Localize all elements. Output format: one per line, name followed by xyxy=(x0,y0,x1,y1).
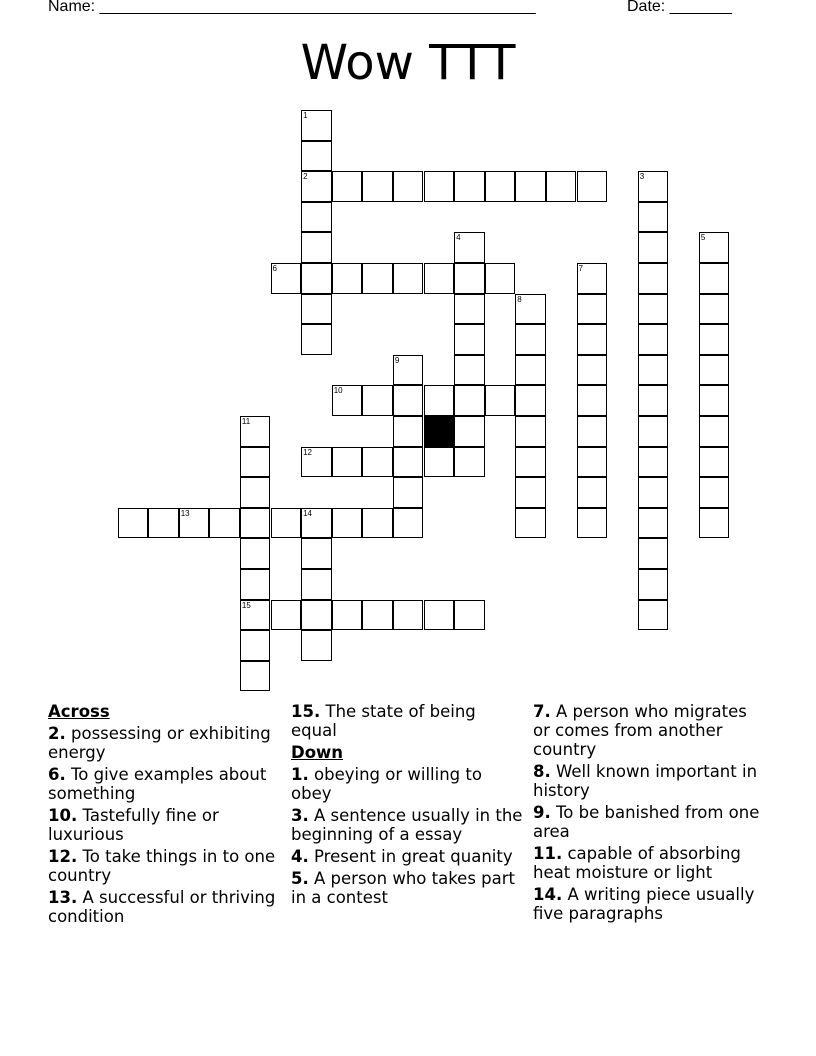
grid-cell[interactable] xyxy=(454,232,485,263)
down-clue-8: 8. Well known important in history xyxy=(533,762,758,800)
grid-cell[interactable] xyxy=(301,263,332,294)
grid-cell[interactable] xyxy=(362,385,393,416)
grid-cell[interactable] xyxy=(577,324,608,355)
grid-cell[interactable] xyxy=(301,141,332,172)
grid-cell[interactable] xyxy=(515,508,546,539)
clues-column-3 xyxy=(533,702,765,926)
grid-cell[interactable] xyxy=(699,508,730,539)
grid-cell[interactable] xyxy=(240,508,271,539)
grid-cell[interactable] xyxy=(638,538,669,569)
grid-cell[interactable] xyxy=(454,324,485,355)
grid-cell[interactable] xyxy=(638,324,669,355)
grid-cell[interactable] xyxy=(546,171,577,202)
grid-cell[interactable] xyxy=(362,263,393,294)
grid-cell[interactable] xyxy=(577,385,608,416)
grid-cell[interactable] xyxy=(638,202,669,233)
grid-cell[interactable] xyxy=(301,202,332,233)
grid-cell[interactable] xyxy=(301,630,332,661)
grid-cell[interactable] xyxy=(638,232,669,263)
across-heading: Across xyxy=(48,702,110,721)
grid-cell[interactable] xyxy=(699,355,730,386)
grid-cell[interactable] xyxy=(393,171,424,202)
grid-cell[interactable] xyxy=(393,355,424,386)
clue-number: 3 xyxy=(639,172,645,182)
clue-number: 11 xyxy=(241,417,251,426)
grid-cell[interactable] xyxy=(301,508,332,539)
grid-cell[interactable] xyxy=(332,171,363,202)
grid-cell[interactable] xyxy=(301,294,332,325)
grid-cell[interactable] xyxy=(240,600,271,631)
down-clue-14: 14. A writing piece usually five paragraphs xyxy=(533,885,755,923)
across-clue-15: 15. The state of being equal xyxy=(291,702,476,740)
grid-cell[interactable] xyxy=(393,447,424,478)
grid-cell[interactable] xyxy=(271,600,302,631)
clue-number: 6 xyxy=(272,264,277,273)
grid-cell[interactable] xyxy=(638,447,669,478)
grid-cell[interactable] xyxy=(301,232,332,263)
grid-cell[interactable] xyxy=(699,447,730,478)
name-field[interactable]: Name: _________________________________________________ xyxy=(48,0,536,15)
down-heading: Down xyxy=(291,743,344,762)
grid-cell[interactable] xyxy=(393,508,424,539)
grid-cell[interactable] xyxy=(638,355,669,386)
grid-cell[interactable] xyxy=(362,447,393,478)
grid-cell[interactable] xyxy=(240,477,271,508)
grid-cell[interactable] xyxy=(454,294,485,325)
grid-cell[interactable] xyxy=(454,416,485,447)
grid-cell[interactable] xyxy=(424,600,455,631)
grid-cell[interactable] xyxy=(699,232,730,263)
down-clue-7: 7. A person who migrates or comes from another country xyxy=(533,702,747,759)
grid-cell[interactable] xyxy=(485,385,516,416)
grid-cell[interactable] xyxy=(332,508,363,539)
clue-number: 5 xyxy=(700,233,706,243)
grid-cell[interactable] xyxy=(179,508,210,539)
grid-cell[interactable] xyxy=(301,600,332,631)
down-clue-3: 3. A sentence usually in the beginning of a essay xyxy=(291,806,523,844)
grid-cell[interactable] xyxy=(515,447,546,478)
clue-number: 10 xyxy=(333,386,343,396)
grid-cell[interactable] xyxy=(424,447,455,478)
grid-cell[interactable] xyxy=(577,477,608,508)
grid-cell[interactable] xyxy=(515,171,546,202)
grid-cell[interactable] xyxy=(362,171,393,202)
grid-cell[interactable] xyxy=(699,416,730,447)
grid-cell[interactable] xyxy=(638,477,669,508)
grid-cell[interactable] xyxy=(301,538,332,569)
grid-cell[interactable] xyxy=(301,324,332,355)
grid-cell[interactable] xyxy=(240,447,271,478)
grid-cell[interactable] xyxy=(424,171,455,202)
clue-number: 9 xyxy=(394,355,400,365)
grid-cell[interactable] xyxy=(638,416,669,447)
grid-cell[interactable] xyxy=(638,508,669,539)
clues-column-1 xyxy=(48,702,280,929)
clue-number: 7 xyxy=(578,264,583,273)
grid-cell[interactable] xyxy=(577,171,608,202)
grid-cell[interactable] xyxy=(638,171,669,202)
across-clue-13: 13. A successful or thriving condition xyxy=(48,888,276,926)
grid-cell[interactable] xyxy=(301,447,332,478)
grid-cell[interactable] xyxy=(638,600,669,631)
grid-cell[interactable] xyxy=(271,508,302,539)
grid-cell[interactable] xyxy=(240,416,271,447)
clue-number: 12 xyxy=(303,447,312,457)
blocked-cell xyxy=(424,416,455,447)
grid-cell[interactable] xyxy=(638,385,669,416)
grid-cell[interactable] xyxy=(577,355,608,386)
grid-cell[interactable] xyxy=(515,324,546,355)
grid-cell[interactable] xyxy=(638,294,669,325)
grid-cell[interactable] xyxy=(393,263,424,294)
across-clue-2: 2. possessing or exhibiting energy xyxy=(48,724,271,762)
grid-cell[interactable] xyxy=(638,569,669,600)
grid-cell[interactable] xyxy=(393,600,424,631)
grid-cell[interactable] xyxy=(424,263,455,294)
clue-number: 14 xyxy=(303,508,312,518)
grid-cell[interactable] xyxy=(301,171,332,202)
grid-cell[interactable] xyxy=(515,416,546,447)
grid-cell[interactable] xyxy=(393,477,424,508)
clue-number: 4 xyxy=(456,233,461,243)
grid-cell[interactable] xyxy=(332,385,363,416)
clues-column-2 xyxy=(291,702,523,910)
grid-cell[interactable] xyxy=(362,508,393,539)
grid-cell[interactable] xyxy=(332,447,363,478)
grid-cell[interactable] xyxy=(638,263,669,294)
down-clue-5: 5. A person who takes part in a contest xyxy=(291,869,516,907)
grid-cell[interactable] xyxy=(362,600,393,631)
grid-cell[interactable] xyxy=(699,385,730,416)
grid-cell[interactable] xyxy=(577,508,608,539)
grid-cell[interactable] xyxy=(209,508,240,539)
down-clue-1: 1. obeying or willing to obey xyxy=(291,765,482,803)
down-clue-11: 11. capable of absorbing heat moisture or light xyxy=(533,844,741,882)
grid-cell[interactable] xyxy=(454,385,485,416)
grid-cell[interactable] xyxy=(515,294,546,325)
grid-cell[interactable] xyxy=(699,294,730,325)
clue-number: 2 xyxy=(303,172,308,182)
across-clue-6: 6. To give examples about something xyxy=(48,765,267,803)
down-clue-9: 9. To be banished from one area xyxy=(533,803,760,841)
grid-cell[interactable] xyxy=(240,569,271,600)
page-title: Wow TTT xyxy=(300,35,516,91)
grid-cell[interactable] xyxy=(577,447,608,478)
clue-number: 8 xyxy=(517,294,522,304)
grid-cell[interactable] xyxy=(454,600,485,631)
grid-cell[interactable] xyxy=(515,355,546,386)
grid-cell[interactable] xyxy=(240,661,271,692)
grid-cell[interactable] xyxy=(424,385,455,416)
grid-cell[interactable] xyxy=(454,447,485,478)
grid-cell[interactable] xyxy=(240,538,271,569)
grid-cell[interactable] xyxy=(240,630,271,661)
grid-cell[interactable] xyxy=(393,416,424,447)
clue-number: 13 xyxy=(180,508,190,518)
across-clue-10: 10. Tastefully fine or luxurious xyxy=(48,806,219,844)
grid-cell[interactable] xyxy=(393,385,424,416)
grid-cell[interactable] xyxy=(577,416,608,447)
grid-cell[interactable] xyxy=(515,477,546,508)
date-field[interactable]: Date: _______ xyxy=(627,0,732,15)
clue-number: 1 xyxy=(303,111,308,120)
grid-cell[interactable] xyxy=(271,263,302,294)
grid-cell[interactable] xyxy=(118,508,149,539)
grid-cell[interactable] xyxy=(148,508,179,539)
grid-cell[interactable] xyxy=(485,263,516,294)
grid-cell[interactable] xyxy=(577,263,608,294)
grid-cell[interactable] xyxy=(485,171,516,202)
down-clue-4: 4. Present in great quanity xyxy=(291,847,513,866)
grid-cell[interactable] xyxy=(301,569,332,600)
grid-cell[interactable] xyxy=(454,263,485,294)
grid-cell[interactable] xyxy=(699,477,730,508)
grid-cell[interactable] xyxy=(699,263,730,294)
grid-cell[interactable] xyxy=(577,294,608,325)
grid-cell[interactable] xyxy=(454,171,485,202)
clue-number: 15 xyxy=(241,600,251,610)
grid-cell[interactable] xyxy=(332,600,363,631)
grid-cell[interactable] xyxy=(515,385,546,416)
grid-cell[interactable] xyxy=(301,110,332,141)
grid-cell[interactable] xyxy=(699,324,730,355)
grid-cell[interactable] xyxy=(332,263,363,294)
across-clue-12: 12. To take things in to one country xyxy=(48,847,276,885)
grid-cell[interactable] xyxy=(454,355,485,386)
